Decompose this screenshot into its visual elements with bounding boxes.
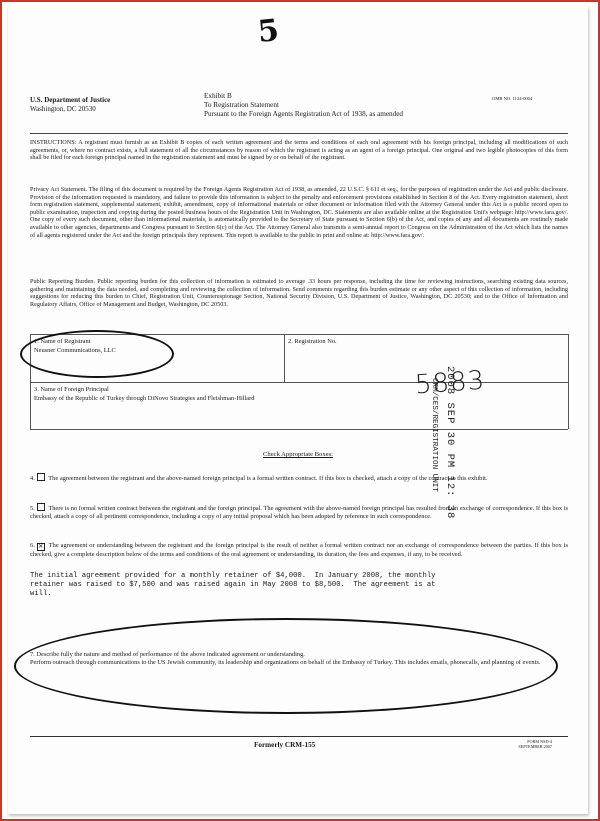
registration-no-label: 2. Registration No. (288, 338, 337, 345)
item-5: 5. There is no formal written contract between the registrant and the foreign principal. The agreement with the above-named foreign principal has resulted from an exchange of correspondence. If this box is checked, attach a copy of all pertinent correspondence, including a copy of any initial proposal which has been adopted by reference in such correspondence. (30, 505, 569, 520)
instructions-text: INSTRUCTIONS: A registrant must furnish as an Exhibit B copies of each written agreement and the terms and conditions of each oral agreement with his foreign principal, including all modifications of such agreements, or, where no contract exists, a full statement of all the circumstances by reason of which the registrant is acting as an agent of a foreign principal. One original and two legible photocopies of this form shall be filed for each foreign principal named in the registration statement and must be signed by or on behalf of the registrant. (30, 139, 568, 162)
handwritten-registration-number: 5883 (414, 365, 487, 401)
handwritten-page-number: 5 (256, 13, 281, 50)
footer-form-number: FORM NSD-4 (527, 739, 552, 744)
item-7-value: Perform outreach through communications to the US Jewish community, its leadership and organizations on behalf of the Embassy of Turkey. This includes emails, phonecalls, and planning of events. (30, 659, 541, 666)
form-row-line (30, 382, 568, 383)
omb-number: OMB NO. 1124-0004 (492, 96, 533, 101)
item-7-label: 7. Describe fully the nature and method of performance of the above indicated agreement or understanding. (30, 651, 305, 658)
department-block (30, 96, 110, 114)
item-5-text: There is no formal written contract between the registrant and the foreign principal. The agreement with the above-named foreign principal has resulted from an exchange of correspondence. If this box is checked, attach a copy of all pertinent correspondence, including a copy of any initial proposal which has been adopted by reference in such correspondence. (30, 505, 569, 520)
department-address: Washington, DC 20530 (30, 105, 96, 113)
check-boxes-title: Check Appropriate Boxes: (263, 451, 333, 458)
footer-form-former: Formerly CRM-155 (254, 741, 316, 749)
item-6-typed-response: The initial agreement provided for a monthly retainer of $4,000. In January 2008, the monthly retainer was raised to $7,500 and was raised again in May 2008 to $8,500. The agreement is at will. (30, 572, 436, 598)
divider (30, 133, 568, 134)
item-6: 6. ✕ The agreement or understanding between the registrant and the foreign principal is the result of neither a formal written contract nor an exchange of correspondence between the parties. If this box is checked, give a complete description below of the terms and conditions of the oral agreement or understanding, its duration, the fees and expenses, if any, to be received. (30, 542, 569, 558)
burden-text: Public Reporting Burden. Public reporting burden for this collection of information is estimated to average .33 hours per response, including the time for reviewing instructions, searching existing data sources, gathering and maintaining the data needed, and completing and reviewing the collection of information. Send comments regarding this burden estimate or any other aspect of this collection of information, including suggestions for reducing this burden to Chief, Registration Unit, Counterespionage Section, National Security Division, U.S. Department of Justice, Washington, DC 20530; and to the Office of Information and Regulatory Affairs, Office of Management and Budget, Washington, DC 20503. (30, 278, 568, 308)
form-right-border (568, 334, 569, 429)
exhibit-act: Pursuant to the Foreign Agents Registration Act of 1938, as amended (204, 110, 404, 118)
hand-drawn-circle-registrant (20, 330, 174, 378)
registration-unit-stamp: CRM/CES/REGISTRATION UNIT (430, 378, 438, 492)
item-6-checkbox[interactable]: ✕ (38, 543, 44, 550)
item-6-text: The agreement or understanding between the registrant and the foreign principal is the result of neither a formal written contract nor an exchange of correspondence between the parties. If this box is checked, give a complete description below of the terms and conditions of the oral agreement or understanding, its duration, the fees and expenses, if any, to be received. (30, 542, 569, 558)
footer-form-date: SEPTEMBER 2007 (518, 744, 552, 749)
privacy-act-text: Privacy Act Statement. The filing of this document is required by the Foreign Agents Registration Act of 1938, as amended, 22 U.S.C. § 611 et seq., for the purposes of registration under the Act and public disclosure. Provision of the information requested is mandatory, and failure to provide this information is subject to the penalty and enforcement provisions established in Section 8 of the Act. Every registration statement, short form registration statement, supplemental statement, exhibit, amendment, copy of informational materials or other document or information filed with the Attorney General under this Act is a public record open to public examination, inspection and copying during the posted business hours of the Registration Unit in Washington, DC. Statements are also available online at the Registration Unit's webpage: http://www.fara.gov/. One copy of every such document, other than informational materials, is automatically provided to the Secretary of State pursuant to Section 6(b) of the Act, and copies of any and all documents are routinely made available to other agencies, departments and Congress pursuant to Section 6(c) of the Act. The Attorney General also transmits a semi-annual report to Congress on the Administration of the Act which lists the names of all agents registered under the Act and the foreign principals they represent. This report is available to the public in print and online at: http://www.fara.gov/. (30, 186, 568, 239)
received-date-stamp: 2008 SEP 30 PM 12: 38 (444, 366, 456, 520)
form-mid-divider (284, 334, 285, 382)
registrant-value: Neusner Communications, LLC (34, 347, 116, 354)
item-4-text: The agreement between the registrant and the above-named foreign principal is a formal written contract. If this box is checked, attach a copy of the contract to this exhibit. (48, 475, 488, 482)
form-bottom-line (30, 429, 568, 430)
foreign-principal-value: Embassy of the Republic of Turkey through DiNovo Strategies and Fleishman-Hillard (34, 395, 255, 402)
exhibit-title: Exhibit B (204, 92, 232, 100)
department-name: U.S. Department of Justice (30, 96, 111, 104)
footer-form-id (492, 739, 552, 749)
exhibit-heading (204, 92, 403, 119)
item-4: 4. The agreement between the registrant and the above-named foreign principal is a formal written contract. If this box is checked, attach a copy of the contract to this exhibit. (30, 475, 488, 482)
item-5-checkbox[interactable] (37, 503, 45, 511)
footer-line (30, 736, 568, 737)
exhibit-subtitle: To Registration Statement (204, 101, 279, 109)
registrant-label: 1. Name of Registrant (34, 338, 91, 345)
document-page (8, 6, 588, 814)
item-4-checkbox[interactable] (37, 473, 45, 481)
foreign-principal-label: 3. Name of Foreign Principal (34, 386, 109, 393)
